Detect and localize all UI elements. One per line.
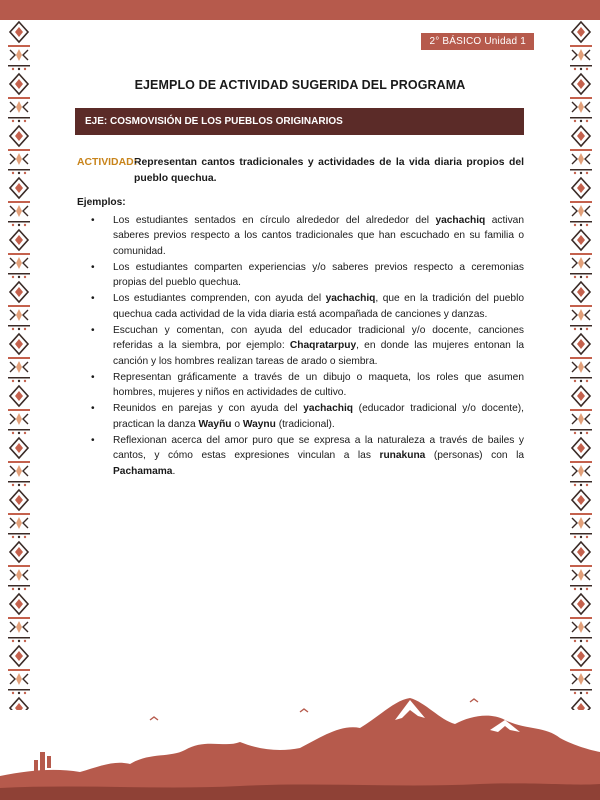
top-band	[0, 0, 600, 20]
axis-bar	[75, 108, 524, 135]
activity-block	[77, 155, 524, 187]
item-text: , que en la tradición del pueblo quechua cada actividad de la vida diaria está acompañada de canciones y danzas.	[113, 293, 524, 320]
item-text: activan saberes previos respecto a los cantos tradicionales que han escuchado en su familia o comunidad.	[113, 214, 524, 257]
bullet-icon: •	[91, 371, 95, 383]
examples-list	[77, 213, 524, 480]
item-text: Reunidos en parejas y con ayuda del	[113, 403, 304, 414]
item-text: (tradicional).	[275, 418, 335, 430]
unit-tag: 2° BÁSICO Unidad 1	[421, 33, 534, 50]
landscape-footer-illustration	[0, 690, 600, 800]
item-emphasis: Chaqratarpuy	[289, 340, 357, 351]
item-emphasis: yachachiq	[325, 293, 376, 304]
examples-heading: Ejemplos:	[77, 197, 126, 208]
bullet-icon: •	[91, 403, 95, 414]
item-text: Los estudiantes comparten experiencias y/o saberes previos respecto a ceremonias propias del pueblo quechua.	[113, 261, 524, 288]
bullet-icon: •	[91, 261, 95, 273]
list-item	[77, 433, 524, 480]
item-emphasis: yachachiq	[303, 403, 354, 414]
item-text: Escuchan y comentan, con ayuda del educador tradicional y/o docente, canciones referidas a la siembra, por ejemplo:	[113, 324, 524, 351]
item-text: Representan gráficamente a través de un dibujo o maqueta, los roles que asumen hombres, mujeres y niños en actividades de cultivo.	[113, 371, 524, 398]
bullet-icon: •	[91, 324, 95, 336]
item-text: (personas) con la	[425, 450, 524, 461]
list-item	[77, 370, 524, 401]
activity-text: Representan cantos tradicionales y actividades de la vida diaria propios del pueblo quechua.	[134, 157, 524, 184]
list-item	[77, 260, 524, 291]
item-emphasis: Pachamama	[113, 465, 173, 477]
item-emphasis: Wayñu	[198, 418, 232, 430]
item-emphasis: yachachiq	[435, 214, 486, 226]
bullet-icon: •	[91, 434, 95, 446]
left-andean-border	[6, 20, 32, 710]
list-item	[77, 401, 524, 432]
bullet-icon: •	[91, 214, 95, 226]
item-text: Los estudiantes sentados en círculo alrededor del alrededor del	[113, 214, 436, 226]
item-emphasis: Waynu	[242, 418, 276, 430]
list-item	[77, 291, 524, 322]
axis-bar-label: EJE: COSMOVISIÓN DE LOS PUEBLOS ORIGINARIOS	[85, 116, 343, 127]
list-item	[77, 213, 524, 260]
item-text: o	[231, 418, 243, 430]
bullet-icon: •	[91, 293, 95, 304]
activity-label: ACTIVIDAD:	[77, 157, 138, 168]
item-text: (educador tradicional y/o docente), practican la danza	[113, 403, 524, 430]
page-title: EJEMPLO DE ACTIVIDAD SUGERIDA DEL PROGRAMA	[134, 78, 466, 92]
list-item	[77, 323, 524, 370]
item-text: , en donde las mujeres entonan la canción y los hombres realizan tareas de arado o siembra.	[113, 340, 524, 367]
item-text: .	[172, 465, 176, 477]
item-text: Los estudiantes comprenden, con ayuda del	[113, 293, 326, 304]
item-emphasis: runakuna	[379, 450, 426, 461]
examples-section	[77, 195, 524, 480]
right-andean-border	[568, 20, 594, 710]
item-text: Reflexionan acerca del amor puro que se expresa a la naturaleza a través de bailes y cantos, y cómo estas expresiones vinculan a las	[113, 434, 524, 461]
